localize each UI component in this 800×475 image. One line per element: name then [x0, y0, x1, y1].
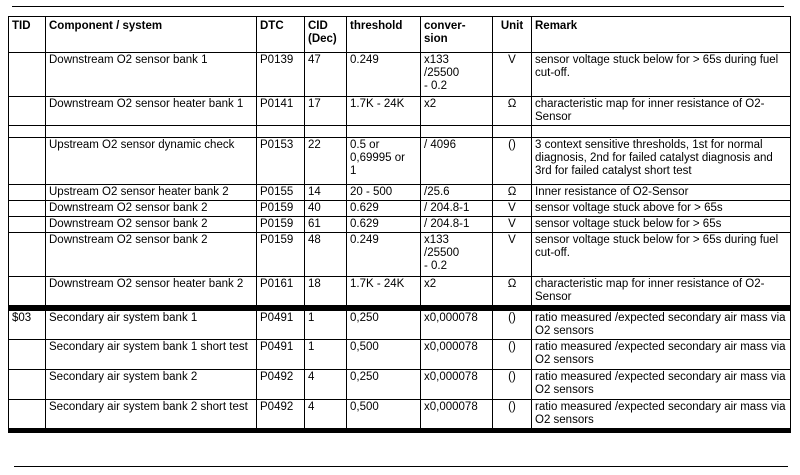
- table-row: [9, 233, 791, 277]
- cell-component: Secondary air system bank 2 short test: [46, 400, 257, 431]
- cell-component: Secondary air system bank 1 short test: [46, 340, 257, 370]
- column-header-remark: Remark: [532, 17, 791, 53]
- cell-remark: ratio measured /expected secondary air mass via O2 sensors: [532, 370, 791, 400]
- cell-cid: 14: [305, 185, 347, 201]
- cell-dtc: P0159: [257, 201, 305, 217]
- cell-remark: sensor voltage stuck below for > 65s: [532, 217, 791, 233]
- cell-threshold: 20 - 500: [347, 185, 421, 201]
- table-row: [9, 138, 791, 185]
- cell-unit: Ω: [493, 97, 532, 126]
- cell-unit: V: [493, 233, 532, 277]
- table-row: [9, 185, 791, 201]
- cell-conversion: x2: [421, 97, 493, 126]
- cell-tid: [9, 400, 46, 431]
- cell-conversion: /25.6: [421, 185, 493, 201]
- cell-conversion: x0,000078: [421, 400, 493, 431]
- cell-threshold: 0.249: [347, 233, 421, 277]
- cell-unit: Ω: [493, 185, 532, 201]
- cell-cid: 40: [305, 201, 347, 217]
- cell-conversion: x0,000078: [421, 370, 493, 400]
- table-row: [9, 400, 791, 431]
- cell-component: Upstream O2 sensor heater bank 2: [46, 185, 257, 201]
- cell-remark: sensor voltage stuck above for > 65s: [532, 201, 791, 217]
- cell-unit: Ω: [493, 277, 532, 309]
- cell-cid: 4: [305, 370, 347, 400]
- table-row: [9, 340, 791, 370]
- cell-remark: Inner resistance of O2-Sensor: [532, 185, 791, 201]
- table-row: [9, 277, 791, 309]
- cell-remark: [532, 126, 791, 138]
- cell-tid: $03: [9, 308, 46, 340]
- column-header-dtc: DTC: [257, 17, 305, 53]
- cell-threshold: 0,500: [347, 340, 421, 370]
- diagnostic-table: [8, 16, 791, 433]
- cell-dtc: P0492: [257, 370, 305, 400]
- cell-component: Downstream O2 sensor bank 2: [46, 233, 257, 277]
- cell-conversion: x0,000078: [421, 340, 493, 370]
- table-row: [9, 53, 791, 97]
- cell-dtc: P0159: [257, 217, 305, 233]
- cell-threshold: 0.5 or 0,69995 or 1: [347, 138, 421, 185]
- cell-conversion: x133 /25500 - 0.2: [421, 53, 493, 97]
- cell-conversion: x133 /25500 - 0.2: [421, 233, 493, 277]
- cell-remark: ratio measured /expected secondary air mass via O2 sensors: [532, 340, 791, 370]
- cell-tid: [9, 201, 46, 217]
- cell-dtc: P0491: [257, 308, 305, 340]
- column-header-threshold: threshold: [347, 17, 421, 53]
- cell-remark: ratio measured /expected secondary air mass via O2 sensors: [532, 400, 791, 431]
- table-row: [9, 97, 791, 126]
- cell-dtc: P0492: [257, 400, 305, 431]
- column-header-component: Component / system: [46, 17, 257, 53]
- cell-component: [46, 126, 257, 138]
- table-row: [9, 370, 791, 400]
- cell-tid: [9, 370, 46, 400]
- cell-threshold: 1.7K - 24K: [347, 97, 421, 126]
- column-header-cid: CID (Dec): [305, 17, 347, 53]
- cell-cid: 1: [305, 340, 347, 370]
- table-row: [9, 308, 791, 340]
- column-header-tid: TID: [9, 17, 46, 53]
- cell-remark: ratio measured /expected secondary air mass via O2 sensors: [532, 308, 791, 340]
- cell-threshold: 0,500: [347, 400, 421, 431]
- cell-cid: [305, 126, 347, 138]
- cell-dtc: [257, 126, 305, 138]
- cell-component: Upstream O2 sensor dynamic check: [46, 138, 257, 185]
- cell-tid: [9, 217, 46, 233]
- cell-threshold: 0.629: [347, 201, 421, 217]
- table-header-row: [9, 17, 791, 53]
- cell-cid: 17: [305, 97, 347, 126]
- cell-threshold: 1.7K - 24K: [347, 277, 421, 309]
- table-row: [9, 201, 791, 217]
- cell-unit: V: [493, 53, 532, 97]
- cell-dtc: P0139: [257, 53, 305, 97]
- column-header-conversion: conver- sion: [421, 17, 493, 53]
- cell-unit: (): [493, 308, 532, 340]
- cell-unit: V: [493, 217, 532, 233]
- cell-cid: 61: [305, 217, 347, 233]
- cell-dtc: P0159: [257, 233, 305, 277]
- cell-unit: (): [493, 370, 532, 400]
- cell-conversion: x2: [421, 277, 493, 309]
- cell-remark: sensor voltage stuck below for > 65s during fuel cut-off.: [532, 53, 791, 97]
- cell-conversion: x0,000078: [421, 308, 493, 340]
- cell-dtc: P0153: [257, 138, 305, 185]
- cell-tid: [9, 97, 46, 126]
- cell-tid: [9, 233, 46, 277]
- cell-threshold: 0,250: [347, 308, 421, 340]
- top-rule: [12, 6, 784, 7]
- table-row: [9, 126, 791, 138]
- cell-component: Downstream O2 sensor heater bank 1: [46, 97, 257, 126]
- cell-unit: [493, 126, 532, 138]
- cell-tid: [9, 277, 46, 309]
- cell-component: Downstream O2 sensor heater bank 2: [46, 277, 257, 309]
- cell-unit: (): [493, 340, 532, 370]
- cell-cid: 18: [305, 277, 347, 309]
- cell-threshold: 0.249: [347, 53, 421, 97]
- cell-conversion: / 4096: [421, 138, 493, 185]
- cell-component: Downstream O2 sensor bank 2: [46, 201, 257, 217]
- bottom-rule: [14, 466, 788, 467]
- cell-threshold: 0.629: [347, 217, 421, 233]
- cell-component: Downstream O2 sensor bank 1: [46, 53, 257, 97]
- cell-dtc: P0491: [257, 340, 305, 370]
- cell-component: Secondary air system bank 1: [46, 308, 257, 340]
- cell-threshold: 0,250: [347, 370, 421, 400]
- cell-threshold: [347, 126, 421, 138]
- column-header-unit: Unit: [493, 17, 532, 53]
- cell-conversion: / 204.8-1: [421, 217, 493, 233]
- cell-cid: 22: [305, 138, 347, 185]
- cell-conversion: / 204.8-1: [421, 201, 493, 217]
- cell-tid: [9, 138, 46, 185]
- cell-tid: [9, 185, 46, 201]
- cell-dtc: P0161: [257, 277, 305, 309]
- table-row: [9, 217, 791, 233]
- cell-tid: [9, 53, 46, 97]
- cell-component: Downstream O2 sensor bank 2: [46, 217, 257, 233]
- cell-cid: 47: [305, 53, 347, 97]
- cell-unit: (): [493, 138, 532, 185]
- cell-tid: [9, 126, 46, 138]
- cell-remark: characteristic map for inner resistance of O2-Sensor: [532, 277, 791, 309]
- cell-cid: 1: [305, 308, 347, 340]
- cell-remark: characteristic map for inner resistance of O2-Sensor: [532, 97, 791, 126]
- table-body: [9, 53, 791, 431]
- cell-unit: V: [493, 201, 532, 217]
- cell-cid: 4: [305, 400, 347, 431]
- cell-cid: 48: [305, 233, 347, 277]
- cell-component: Secondary air system bank 2: [46, 370, 257, 400]
- cell-dtc: P0155: [257, 185, 305, 201]
- cell-dtc: P0141: [257, 97, 305, 126]
- cell-conversion: [421, 126, 493, 138]
- cell-unit: (): [493, 400, 532, 431]
- cell-remark: sensor voltage stuck below for > 65s during fuel cut-off.: [532, 233, 791, 277]
- cell-tid: [9, 340, 46, 370]
- cell-remark: 3 context sensitive thresholds, 1st for normal diagnosis, 2nd for failed catalyst diagnosis and 3rd for failed catalyst short test: [532, 138, 791, 185]
